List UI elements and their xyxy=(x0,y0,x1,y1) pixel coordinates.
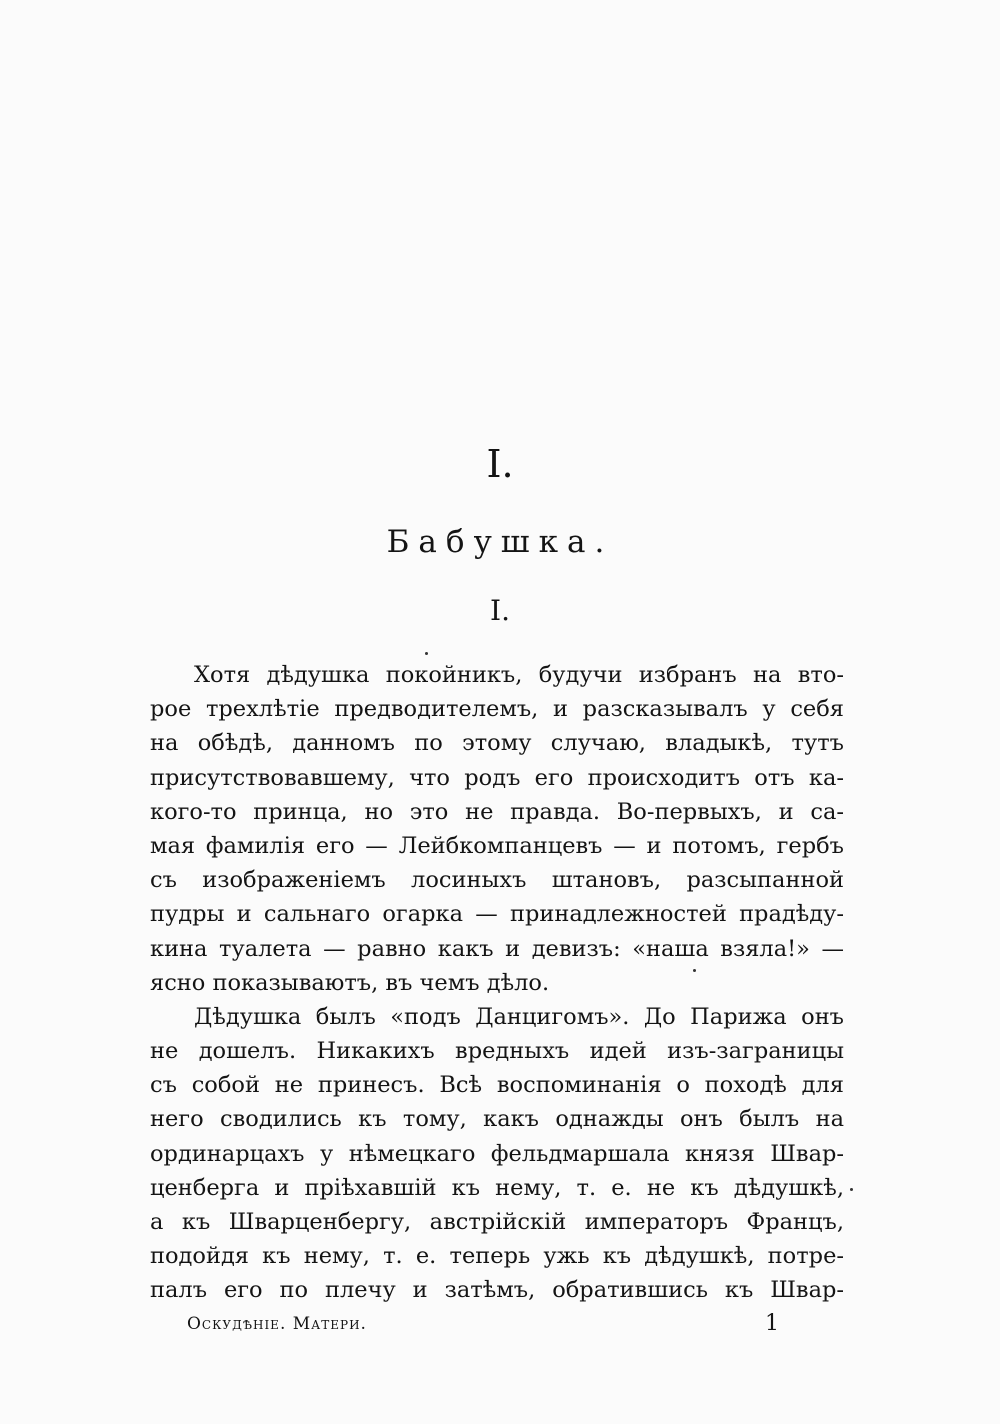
text-line: не дошелъ. Никакихъ вредныхъ идей изъ-заграницы xyxy=(150,1038,844,1065)
text-line: съ изображеніемъ лосиныхъ штановъ, разсыпанной xyxy=(150,867,844,894)
text-line: Дѣдушка былъ «подъ Данцигомъ». До Парижа онъ xyxy=(194,1003,844,1030)
text-line: палъ его по плечу и затѣмъ, обратившись къ Швар- xyxy=(150,1277,844,1304)
page-number: 1 xyxy=(765,1311,779,1336)
section-number: I. xyxy=(490,594,510,627)
text-line: кого-то принца, но это не правда. Во-первыхъ, и са- xyxy=(150,798,844,825)
text-line: мая фамилія его — Лейбкомпанцевъ — и потомъ, гербъ xyxy=(150,832,844,859)
text-line: ценберга и пріѣхавшій къ нему, т. е. не къ дѣдушкѣ, xyxy=(150,1174,844,1201)
text-line: на обѣдѣ, данномъ по этому случаю, владыкѣ, тутъ xyxy=(150,730,844,757)
text-line: рое трехлѣтіе предводителемъ, и разсказывалъ у себя xyxy=(150,696,844,723)
text-line: кина туалета — равно какъ и девизъ: «наша взяла!» — xyxy=(150,935,844,962)
text-line: пудры и сальнаго огарка — принадлежностей прадѣду- xyxy=(150,901,844,928)
chapter-title: Бабушка. xyxy=(386,524,614,560)
print-speck xyxy=(850,1188,853,1191)
text-line: Хотя дѣдушка покойникъ, будучи избранъ на вто- xyxy=(194,662,844,688)
print-speck xyxy=(693,969,696,972)
text-line: ординарцахъ у нѣмецкаго фельдмаршала князя Швар- xyxy=(150,1140,844,1167)
text-line: присутствовавшему, что родъ его происходитъ отъ ка- xyxy=(150,764,844,791)
body-text xyxy=(150,658,844,1308)
page-footer xyxy=(187,1309,787,1339)
text-line: съ собой не принесъ. Всѣ воспоминанія о походѣ для xyxy=(150,1072,844,1099)
text-line: него сводились къ тому, какъ однажды онъ былъ на xyxy=(150,1106,844,1133)
signature-mark: Оскудѣніе. Матери. xyxy=(187,1314,367,1334)
part-number: I. xyxy=(486,442,514,486)
text-line: подойдя къ нему, т. е. теперь ужь къ дѣдушкѣ, потре- xyxy=(150,1243,844,1270)
print-speck xyxy=(425,652,428,655)
text-line: а къ Шварценбергу, австрійскій императоръ Францъ, xyxy=(150,1209,844,1235)
text-line: ясно показываютъ, въ чемъ дѣло. xyxy=(150,969,550,996)
